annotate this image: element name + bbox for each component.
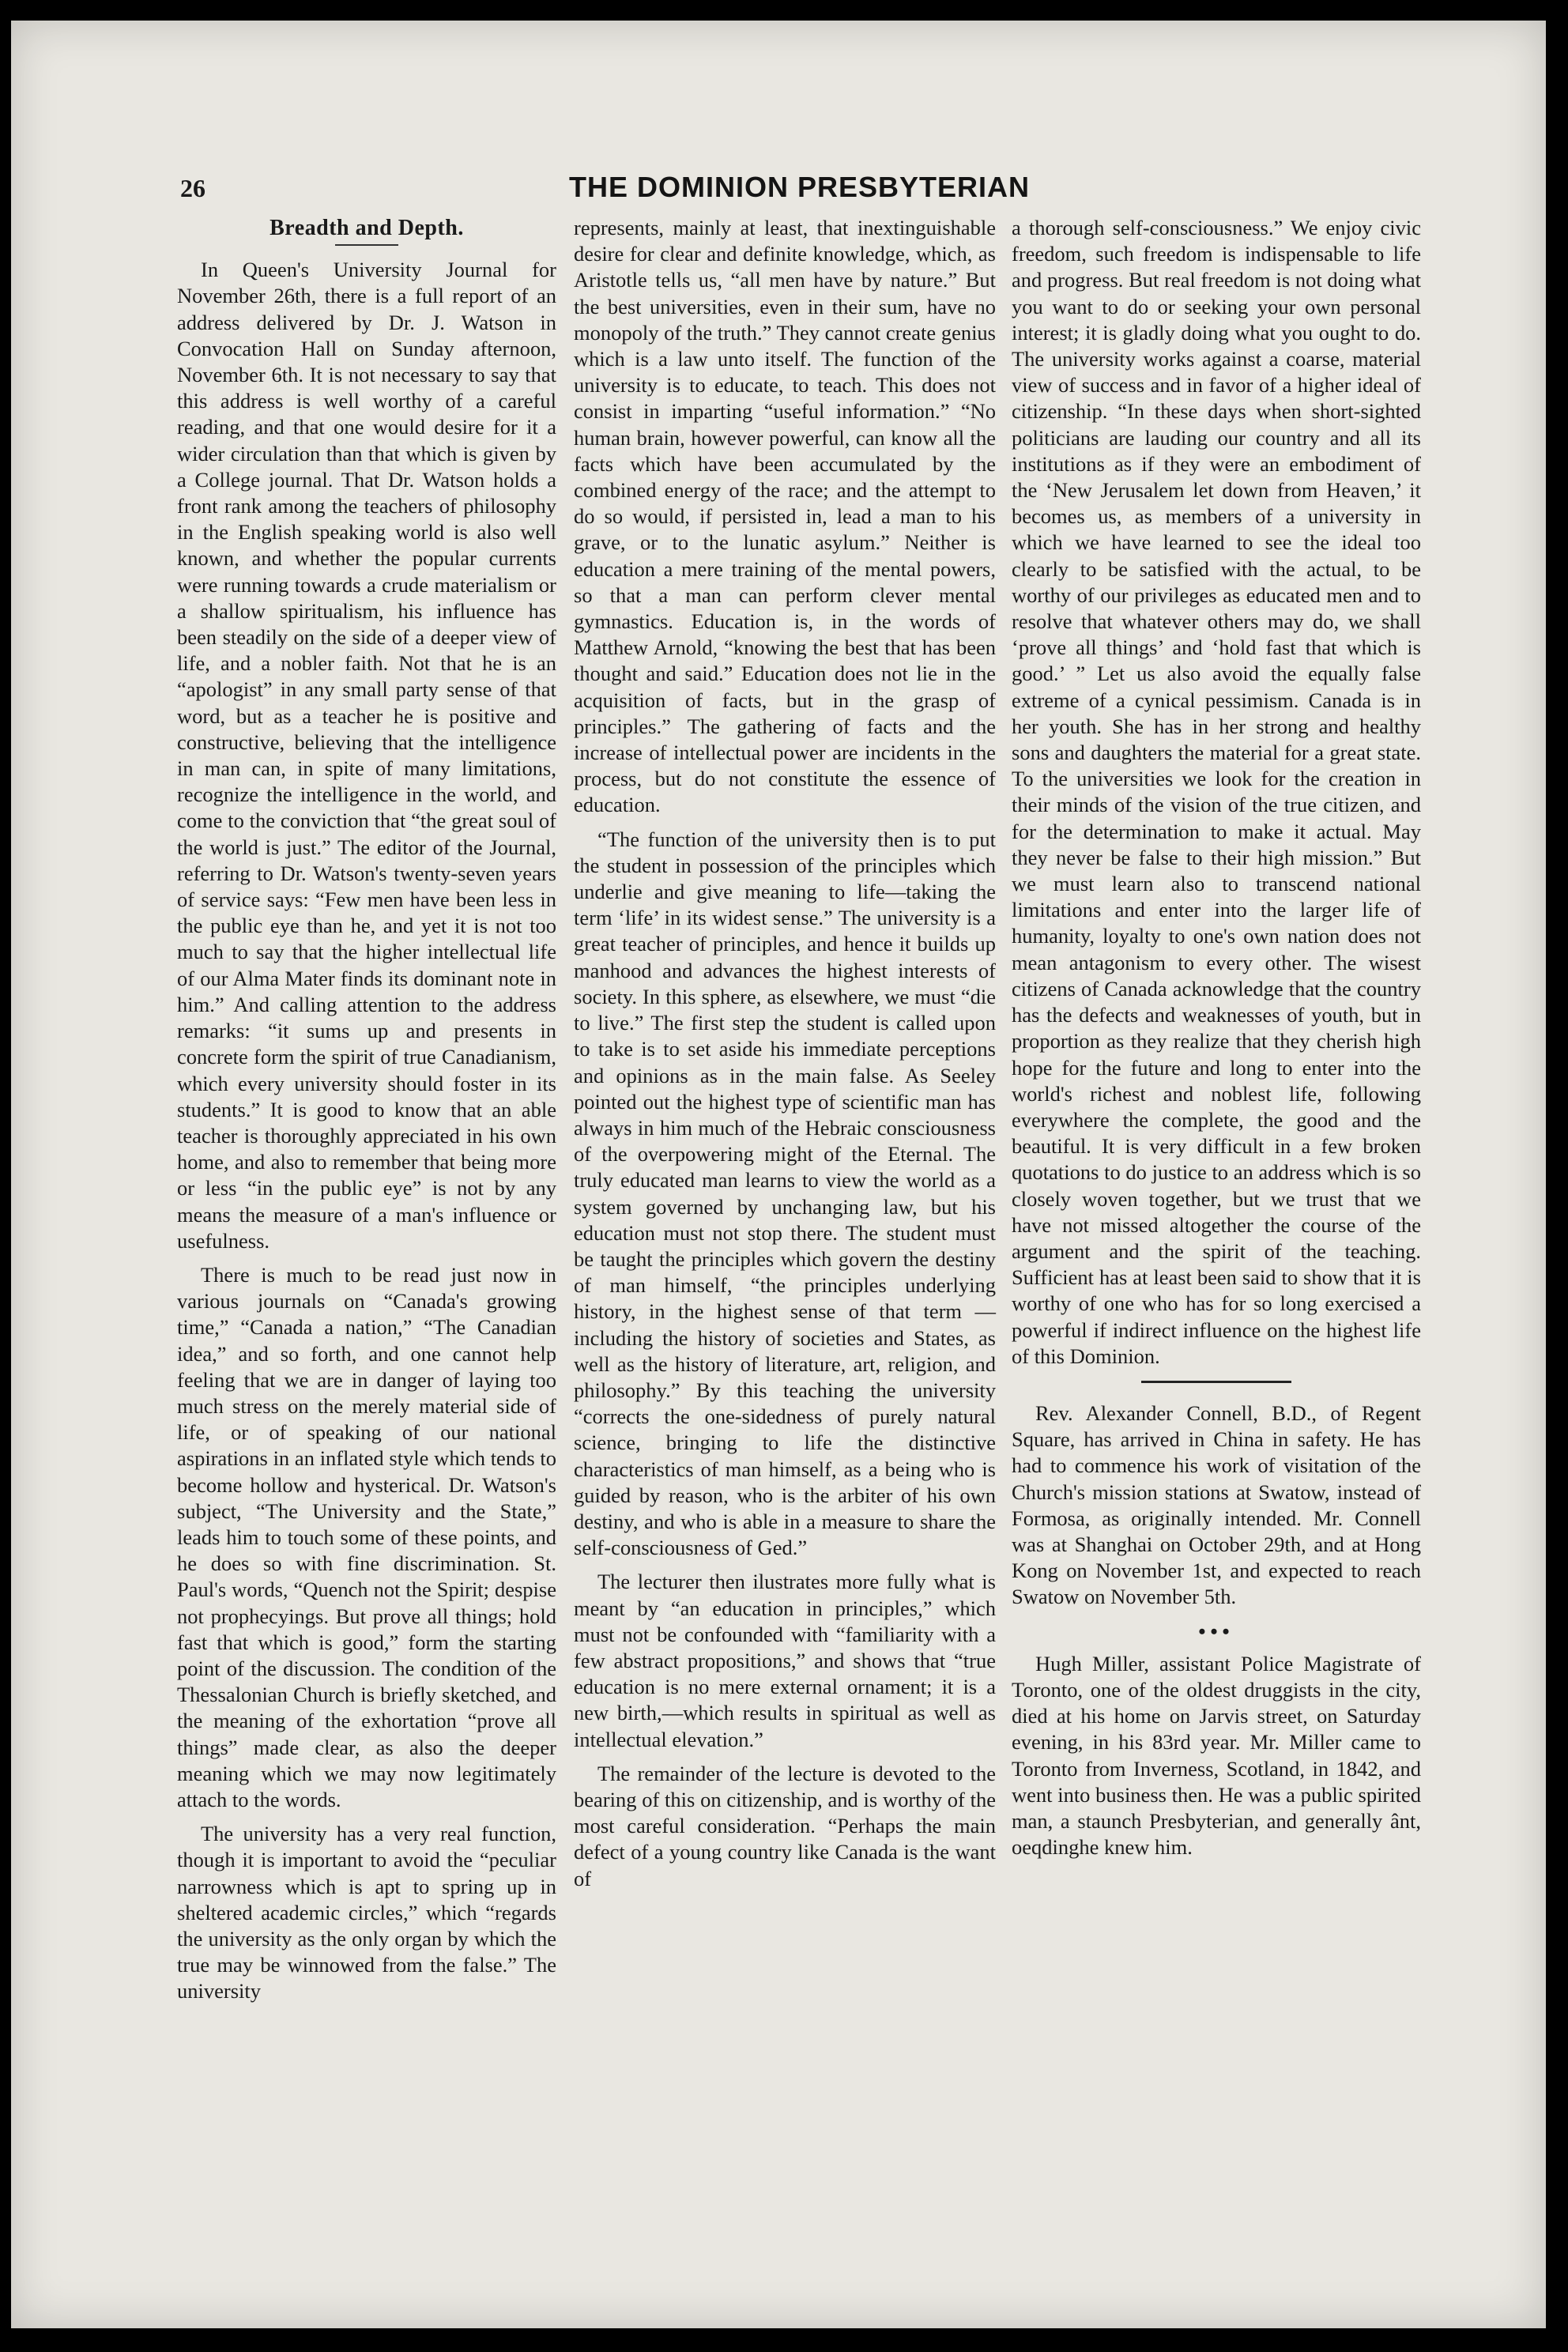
- news-note-miller: Hugh Miller, assistant Police Magistrate of Toronto, one of the oldest druggists in the city, died at his home on Jarvis street, on Saturday evening, in his 83rd year. Mr. Miller came to Toronto from Inverness, Scotland, in 1842, and went into business then. He was a public spirited man, a staunch Presbyterian, and generally ânt, oeqdinghe knew him.: [1012, 1651, 1421, 1860]
- news-note-connell: Rev. Alexander Connell, B.D., of Regent Square, has arrived in China in safety. He has had to commence his work of visitation of the Church's mission stations at Swatow, instead of Formosa, as originally intended. Mr. Connell was at Shanghai on October 29th, and at Hong Kong on November 1st, and expected to reach Swatow on November 5th.: [1012, 1400, 1421, 1609]
- page-number: 26: [180, 174, 205, 202]
- article-paragraph: There is much to be read just now in various journals on “Canada's growing time,” “Canada a nation,” “The Canadian idea,” and so forth, and one cannot help feeling that we are in danger of laying too much stress on the merely material side of life, or of speaking of our national aspirations in an inflated style which tends to become hollow and hysterical. Dr. Watson's subject, “The University and the State,” leads him to touch some of these points, and he does so with fine discrimination. St. Paul's words, “Quench not the Spirit; despise not prophecyings. But prove all things; hold fast that which is good,” form the starting point of the discussion. The condition of the Thessalonian Church is briefly sketched, and the meaning of the exhortation “prove all things” made clear, as also the deeper meaning which we may now legitimately attach to the words.: [177, 1262, 556, 1811]
- article-paragraph: The lecturer then ilustrates more fully what is meant by “an education in principles,” which must not be confounded with “familiarity with a few abstract propositions,” and shows that “true education is no mere external ornament; it is a new birth,—which results in spiritual as well as intellectual elevation.”: [574, 1570, 996, 1751]
- running-head: THE DOMINION PRESBYTERIAN: [569, 171, 1031, 203]
- article-paragraph: In Queen's University Journal for November 26th, there is a full report of an address delivered by Dr. J. Watson in Convocation Hall on Sunday afternoon, November 6th. It is not necessary to say that this address is well worthy of a careful reading, and that one would desire for it a wider circulation than that which is given by a College journal. That Dr. Watson holds a front rank among the teachers of philosophy in the English speaking world is also well known, and whether the popular currents were running towards a crude materialism or a shallow spiritualism, his influence has been steadily on the side of a deeper view of life, and a nobler faith. Not that he is an “apologist” in any small party sense of that word, but as a teacher he is positive and constructive, believing that the intelligence in man can, in spite of many limitations, recognize the intelligence in the world, and come to the conviction that “the great soul of the world is just.” The editor of the Journal, referring to Dr. Watson's twenty-seven years of service says: “Few men have been less in the public eye than he, and yet it is not too much to say that the higher intellectual life of our Alma Mater finds its dominant note in him.” And calling attention to the address remarks: “it sums up and presents in concrete form the spirit of true Canadianism, which every university should foster in its students.” It is good to know that an able teacher is thoroughly appreciated in his own home, and also to remember that being more or less “in the public eye” is not by any means the measure of a man's influence or usefulness.: [177, 258, 556, 1253]
- article-paragraph: The university has a very real function, though it is important to avoid the “peculiar narrowness which is apt to spring up in sheltered academic circles,” which “regards the university as the only organ by which the true may be winnowed from the false.” The university: [177, 1822, 556, 2003]
- title-rule: [335, 244, 398, 246]
- column-2: [574, 215, 996, 1900]
- column-3: [1012, 215, 1421, 1868]
- article-paragraph: The remainder of the lecture is devoted to the bearing of this on citizenship, and is worthy of the most careful consideration. “Perhaps the main defect of a young country like Canada is the want of: [574, 1761, 996, 1890]
- article-paragraph: “The function of the university then is to put the student in possession of the principles which underlie and give meaning to life—taking the term ‘life’ in its widest sense.” The university is a great teacher of principles, and hence it builds up manhood and advances the highest interests of society. In this sphere, as elsewhere, we must “die to live.” The first step the student is called upon to take is to set aside his immediate perceptions and opinions as in the main false. As Seeley pointed out the highest type of scientific man has always in him much of the Hebraic consciousness of the overpowering might of the Eternal. The truly educated man learns to view the world as a system governed by unchanging law, but his education must not stop there. The student must be taught the principles which govern the destiny of man himself, “the principles underlying history, in the highest sense of that term —including the history of societies and States, as well as the history of literature, art, religion, and philosophy.” By this teaching the university “corrects the one-sidedness of purely natural science, bringing to life the distinctive characteristics of man himself, as a being who is guided by reason, who is the arbiter of his own destiny, and who is able in a measure to share the self-consciousness of Ged.”: [574, 827, 996, 1560]
- article-title: Breadth and Depth.: [270, 216, 464, 240]
- newspaper-page: [11, 21, 1546, 2328]
- article-paragraph: a thorough self-consciousness.” We enjoy civic freedom, such freedom is indispensable to life and progress. But real freedom is not doing what you want to do or seeking your own personal interest; it is gladly doing what you ought to do. The university works against a coarse, material view of success and in favor of a higher ideal of citizenship. “In these days when short-sighted politicians are lauding our country and all its institutions as if they were an embodiment of the ‘New Jerusalem let down from Heaven,’ it becomes us, as members of a university in which we have learned to see the ideal too clearly to be satisfied with the actual, to be worthy of our privileges as educated men and to resolve that whatever others may do, we shall ‘prove all things’ and ‘hold fast that which is good.’ ” Let us also avoid the equally false extreme of a cynical pessimism. Canada is in her youth. She has in her strong and healthy sons and daughters the material for a great state. To the universities we look for the creation in their minds of the vision of the true citizen, and for the determination to make it actual. May they never be false to their high mission.” But we must learn also to transcend national limitations and enter into the larger life of humanity, loyalty to one's own nation does not mean antagonism to every other. The wisest citizens of Canada acknowledge that the country has the defects and weaknesses of youth, but in proportion as they realize that they cherish high hope for the future and long to enter into the world's richest and noblest life, following everywhere the complete, the good and the beautiful. It is very difficult in a few broken quotations to do justice to an address which is so closely woven together, but we trust that we have not missed altogether the course of the argument and the spirit of the teaching. Sufficient has at least been said to show that it is worthy of one who has for so long exercised a powerful if indirect influence on the highest life of this Dominion.: [1012, 216, 1421, 1368]
- dot-separator: •••: [1198, 1619, 1234, 1643]
- article-paragraph: represents, mainly at least, that inextinguishable desire for clear and definite knowledge, which, as Aristotle tells us, “all men have by nature.” But the best universities, even in their sum, have no monopoly of the truth.” They cannot create genius which is a law unto itself. The function of the university is to educate, to teach. This does not consist in imparting “useful information.” “No human brain, however powerful, can know all the facts which have been accumulated by the combined energy of the race; and the attempt to do so would, if persisted in, lead a man to his grave, or to the lunatic asylum.” Neither is education a mere training of the mental powers, so that a man can perform clever mental gymnastics. Education is, in the words of Matthew Arnold, “knowing the best that has been thought and said.” Education does not lie in the acquisition of facts, but in the grasp of principles.” The gathering of facts and the increase of intellectual power are incidents in the process, but do not constitute the essence of education.: [574, 216, 996, 817]
- section-rule: [1141, 1381, 1291, 1383]
- column-1: [177, 215, 556, 2013]
